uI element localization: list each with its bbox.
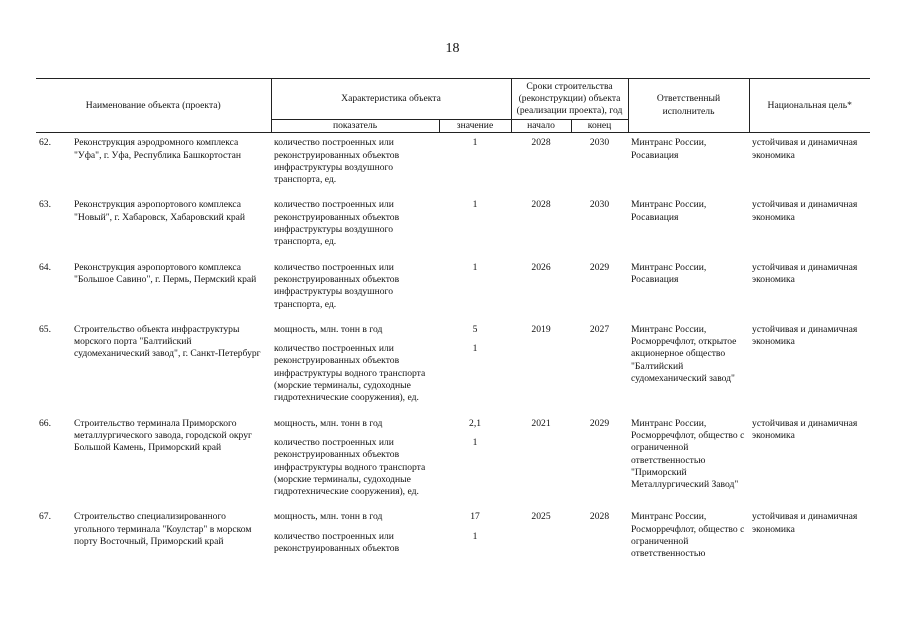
- header-terms: Сроки строительства (реконструкции) объекта (реализации проекта), год: [511, 79, 628, 120]
- responsible-executor: Минтранс России, Росавиация: [631, 261, 707, 285]
- start-year: 2021: [531, 417, 551, 429]
- indicator-value: 5: [472, 323, 478, 335]
- row-number: 63.: [39, 199, 51, 211]
- indicator-text: количество построенных или реконструированных объектов инфраструктуры водного транспорта (морские терминалы, судоходные гидротехнические сооружения), ед.: [274, 343, 426, 404]
- indicator-cell: [271, 507, 439, 569]
- object-name: Реконструкция аэропортового комплекса "Новый", г. Хабаровск, Хабаровский край: [74, 199, 246, 223]
- indicator-cell: [271, 133, 439, 196]
- indicator-value: 1: [472, 436, 478, 448]
- row-number: 67.: [39, 511, 51, 523]
- end-year: 2028: [589, 511, 610, 523]
- table-row: [36, 258, 870, 320]
- table-row: [36, 133, 870, 196]
- header-goal: Национальная цель*: [749, 79, 870, 133]
- end-year: 2029: [589, 417, 610, 429]
- end-year: 2030: [589, 199, 610, 211]
- value-cell: [439, 414, 511, 508]
- end-year: 2030: [589, 137, 610, 149]
- header-end: конец: [571, 120, 628, 133]
- national-goal: устойчивая и динамичная экономика: [752, 199, 858, 223]
- table-body: [36, 133, 870, 570]
- object-name: Строительство терминала Приморского металлургического завода, городской округ Большой Камень, Приморский край: [74, 417, 252, 454]
- header-characteristic: Характеристика объекта: [271, 79, 511, 120]
- end-year: 2027: [589, 323, 610, 335]
- start-year: 2026: [531, 261, 551, 273]
- table-row: [36, 414, 870, 508]
- value-cell: [439, 133, 511, 196]
- header-name: Наименование объекта (проекта): [36, 79, 271, 133]
- table-header-row: [36, 79, 870, 120]
- responsible-executor: Минтранс России, Росморречфлот, открытое акционерное общество "Балтийский судомеханический завод": [631, 323, 737, 385]
- indicator-value: 1: [472, 343, 478, 355]
- table-row: [36, 195, 870, 257]
- value-cell: [439, 320, 511, 414]
- table-row: [36, 507, 870, 569]
- header-start: начало: [511, 120, 571, 133]
- national-goal: устойчивая и динамичная экономика: [752, 323, 858, 348]
- national-goal: устойчивая и динамичная экономика: [752, 137, 858, 161]
- object-name: Строительство объекта инфраструктуры морского порта "Балтийский судомеханический завод", г. Санкт-Петербург: [74, 323, 261, 360]
- start-year: 2025: [531, 511, 551, 523]
- responsible-executor: Минтранс России, Росавиация: [631, 137, 707, 161]
- indicator-text: мощность, млн. тонн в год: [274, 417, 383, 429]
- indicator-cell: [271, 320, 439, 414]
- projects-table: [36, 78, 870, 570]
- indicator-text: мощность, млн. тонн в год: [274, 511, 383, 523]
- indicator-value: 2,1: [469, 417, 482, 429]
- indicator-value: 1: [472, 261, 478, 273]
- header-indicator: показатель: [271, 120, 439, 133]
- start-year: 2028: [531, 199, 551, 211]
- indicator-text: количество построенных или реконструированных объектов инфраструктуры воздушного транспорта, ед.: [274, 137, 400, 186]
- responsible-executor: Минтранс России, Росавиация: [631, 199, 707, 223]
- row-number: 64.: [39, 261, 51, 273]
- value-cell: [439, 507, 511, 569]
- indicator-text: количество построенных или реконструированных объектов инфраструктуры воздушного транспорта, ед.: [274, 261, 400, 310]
- indicator-cell: [271, 258, 439, 320]
- indicator-value: 17: [470, 511, 480, 523]
- indicator-cell: [271, 195, 439, 257]
- indicator-text: мощность, млн. тонн в год: [274, 323, 383, 335]
- header-value: значение: [439, 120, 511, 133]
- row-number: 66.: [39, 417, 51, 429]
- indicator-cell: [271, 414, 439, 508]
- start-year: 2019: [531, 323, 551, 335]
- indicator-value: 1: [472, 137, 478, 149]
- responsible-executor: Минтранс России, Росморречфлот, общество с ограниченной ответственностью "Приморский Металлургический Завод": [631, 417, 745, 491]
- indicator-value: 1: [472, 199, 478, 211]
- object-name: Реконструкция аэропортового комплекса "Большое Савино", г. Пермь, Пермский край: [74, 261, 257, 285]
- object-name: Строительство специализированного угольного терминала "Коулстар" в морском порту Восточный, Приморский край: [74, 511, 252, 548]
- value-cell: [439, 195, 511, 257]
- header-executor: Ответственный исполнитель: [628, 79, 749, 133]
- start-year: 2028: [531, 137, 551, 149]
- indicator-text: количество построенных или реконструированных объектов инфраструктуры водного транспорта (морские терминалы, судоходные гидротехнические сооружения), ед.: [274, 436, 426, 498]
- table-row: [36, 320, 870, 414]
- indicator-value: 1: [472, 530, 478, 542]
- row-number: 62.: [39, 137, 51, 149]
- row-number: 65.: [39, 323, 51, 335]
- indicator-text: количество построенных или реконструированных объектов: [274, 530, 400, 555]
- national-goal: устойчивая и динамичная экономика: [752, 511, 858, 535]
- national-goal: устойчивая и динамичная экономика: [752, 417, 858, 441]
- value-cell: [439, 258, 511, 320]
- object-name: Реконструкция аэродромного комплекса "Уфа", г. Уфа, Республика Башкортостан: [74, 137, 241, 161]
- end-year: 2029: [589, 261, 610, 273]
- indicator-text: количество построенных или реконструированных объектов инфраструктуры воздушного транспорта, ед.: [274, 199, 400, 248]
- page-number: 18: [445, 41, 460, 56]
- responsible-executor: Минтранс России, Росморречфлот, общество с ограниченной ответственностью: [631, 511, 745, 560]
- national-goal: устойчивая и динамичная экономика: [752, 261, 858, 285]
